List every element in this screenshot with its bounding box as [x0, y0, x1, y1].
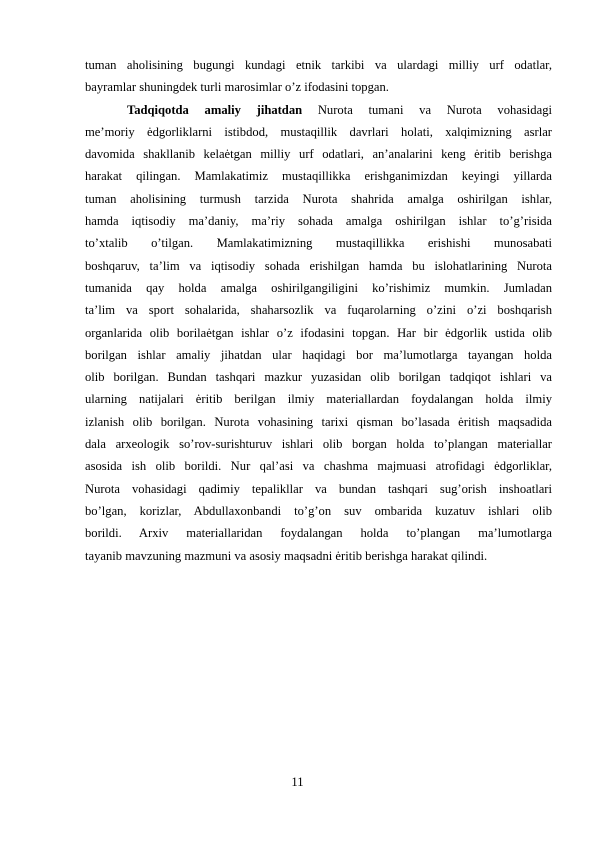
text-line: ularning natijalari ėritib berilgan ilmiy materiallardan foydalangan holda ilmiy [85, 392, 552, 407]
text-line: izlanish olib borilgan. Nurota vohasining tarixi qisman bo’lasada ėritish maqsadida [85, 414, 552, 429]
text-line: ta’lim va sport sohalarida, shaharsozlik va fuqarolarning o’zini o’zi boshqarish [85, 303, 552, 318]
text-line: harakat qilingan. Mamlakatimiz mustaqillikka erishganimizdan keyingi yillarda [85, 169, 552, 184]
text-line: hamda iqtisodiy ma’daniy, ma’riy sohada amalga oshirilgan ishlar to’g’risida [85, 214, 552, 229]
text-line: borilgan ishlar amaliy jihatdan ular haqidagi bor ma’lumotlarga tayangan holda [85, 347, 552, 362]
text-line: tayanib mavzuning mazmuni va asosiy maqsadni ėritib berishga harakat qilindi. [85, 548, 488, 563]
text-line: tumanida qay holda amalga oshirilgangiligini ko’rishimiz mumkin. Jumladan [85, 280, 552, 295]
bold-lead-phrase: Tadqiqotda amaliy jihatdan [127, 102, 303, 117]
text-line: Nurota vohasidagi qadimiy tepalikllar va bundan tashqari sug’orish inshoatlari [85, 481, 552, 496]
text-line: olib borilgan. Bundan tashqari mazkur yuzasidan olib borilgan tadqiqot ishlari va [85, 370, 552, 385]
text-line: to’xtalib o’tilgan. Mamlakatimizning mustaqillikka erishishi munosabati [85, 236, 552, 251]
text-line: tuman aholisining bugungi kundagi etnik tarkibi va ulardagi milliy urf odatlar, [85, 58, 552, 72]
text-line [85, 99, 552, 121]
text-fragment: Nurota tumani va Nurota vohasidagi [302, 102, 552, 117]
text-line: tuman aholisining turmush tarzida Nurota shahrida amalga oshirilgan ishlar, [85, 191, 552, 206]
text-line: davomida shakllanib kelaėtgan milliy urf odatlari, an’analarini keng ėritib berishga [85, 147, 552, 162]
text-line: boshqaruv, ta’lim va iqtisodiy sohada erishilgan hamda bu islohatlarining Nurota [85, 258, 552, 273]
text-line: bayramlar shuningdek turli marosimlar o’z ifodasini topgan. [85, 80, 389, 95]
text-line: dala arxeologik so’rov-surishturuv ishlari olib borgan holda to’plangan materiallar [85, 437, 552, 452]
text-line: organlarida olib borilaėtgan ishlar o’z ifodasini topgan. Har bir ėdgorlik ustida olib [85, 325, 552, 340]
text-line: bo’lgan, korizlar, Abdullaxonbandi to’g’on suv ombarida kuzatuv ishlari olib [85, 503, 552, 518]
text-line: me’moriy ėdgorliklarni istibdod, mustaqillik davrlari holati, xalqimizning asrlar [85, 124, 552, 139]
text-line: asosida ish olib borildi. Nur qal’asi va chashma majmuasi atrofidagi ėdgorliklar, [85, 459, 552, 474]
page-number: 11 [291, 775, 304, 789]
body-text [85, 54, 552, 567]
text-line: borildi. Arxiv materiallaridan foydalangan holda to’plangan ma’lumotlarga [85, 526, 552, 541]
